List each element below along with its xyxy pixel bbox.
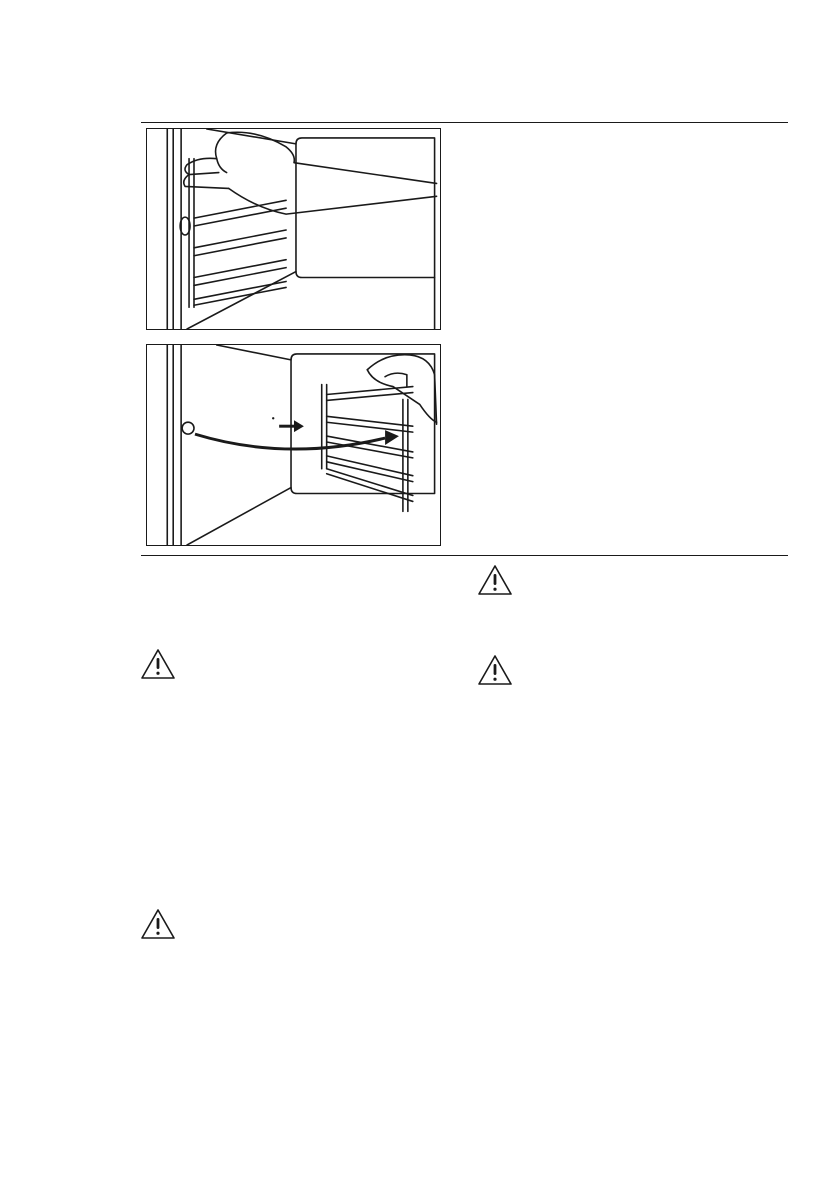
figure-remove-shelf-support [146,128,441,330]
top-divider [141,122,788,123]
warning-triangle-icon [477,564,513,596]
oven-shelf-removal-illustration [147,129,440,329]
warning-triangle-icon [140,908,176,940]
warning-triangle-icon [477,654,513,686]
warning-triangle-icon [140,648,176,680]
oven-shelf-installation-illustration [147,345,440,545]
figure-install-shelf-support [146,344,441,546]
bottom-divider [141,555,788,556]
